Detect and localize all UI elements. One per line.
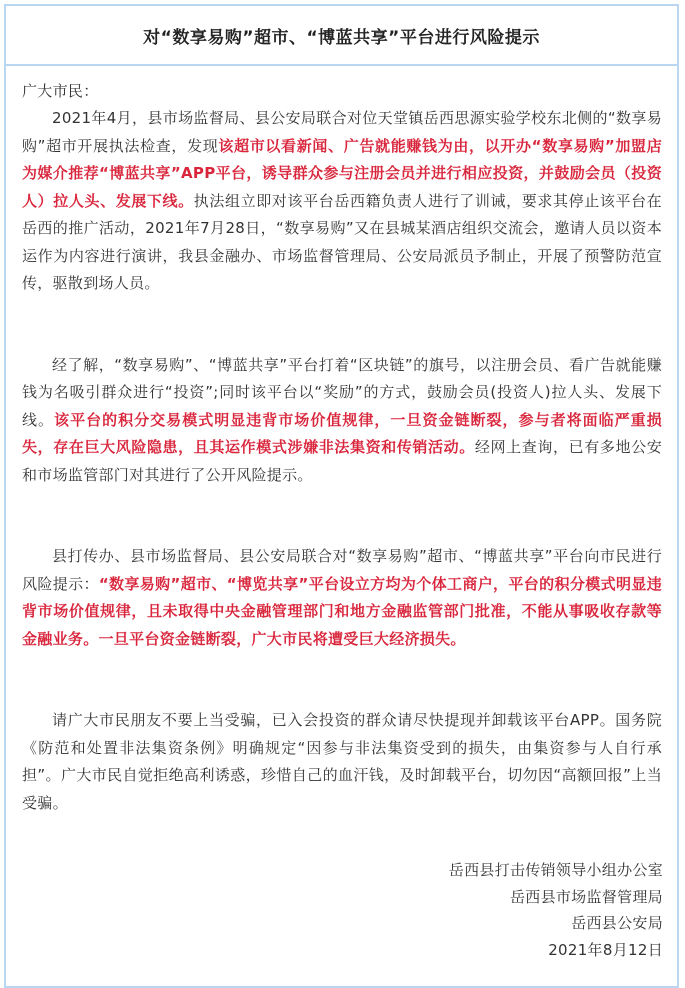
paragraph-1-highlight: 该超市以看新闻、广告就能赚钱为由，以开办“数享易购”加盟店为媒介推荐“博蓝共享”APP平台，诱导群众参与注册会员并进行相应投资，并鼓励会员（投资人）拉人头、发展下线。	[22, 136, 662, 210]
title-bar	[6, 6, 677, 66]
paragraph-2	[22, 352, 662, 490]
paragraph-spacer	[22, 653, 662, 707]
paragraph-1-text-a: 2021年4月，县市场监督局、县公安局联合对位天堂镇岳西思源实验学校东北侧的“数享易购”超市开展执法检查，发现	[22, 109, 662, 155]
paragraph-2-highlight: 该平台的积分交易模式明显违背市场价值规律，一旦资金链断裂，参与者将面临严重损失，存在巨大风险隐患，且其运作模式涉嫌非法集资和传销活动。	[22, 410, 662, 456]
signature-block	[449, 857, 663, 963]
signature-org-2: 岳西县市场监督管理局	[509, 887, 663, 906]
paragraph-2-text-a: 经了解，“数享易购”、“博蓝共享”平台打着“区块链”的旗号，以注册会员、看广告就能赚钱为名吸引群众进行“投资”;同时该平台以“奖励”的方式，鼓励会员(投资人)拉人头、发展下线。	[22, 355, 662, 429]
paragraph-3-text-a: 县打传办、县市场监督局、县公安局联合对“数享易购”超市、“博蓝共享”平台向市民进行风险提示：	[22, 547, 662, 593]
paragraph-spacer	[22, 489, 662, 543]
signature-org-3: 岳西县公安局	[571, 914, 663, 932]
signature-org-1: 岳西县打击传销领导小组办公室	[448, 861, 663, 879]
greeting: 广大市民：	[22, 82, 99, 100]
notice-body	[22, 78, 662, 817]
paragraph-2-text-c: 经网上查询，已有多地公安和市场监管部门对其进行了公开风险提示。	[22, 438, 662, 484]
paragraph-1	[22, 105, 662, 298]
paragraph-3	[22, 543, 662, 653]
paragraph-spacer	[22, 298, 662, 352]
paragraph-3-highlight: “数享易购”超市、“博览共享”平台设立方均为个体工商户，平台的积分模式明显违背市场价值规律，且未取得中央金融管理部门和地方金融监管部门批准，不能从事吸收存款等金融业务。一旦平台资金链断裂，广大市民将遭受巨大经济损失。	[22, 574, 662, 648]
notice-title: 对“数享易购”超市、“博蓝共享”平台进行风险提示	[143, 27, 540, 48]
paragraph-1-text-c: 执法组立即对该平台岳西籍负责人进行了训诫，要求其停止该平台在岳西的推广活动，2021年7月28日，“数享易购”又在县城某酒店组织交流会，邀请人员以资本运作为内容进行演讲，我县金融办、市场监督管理局、公安局派员予制止，开展了预警防范宣传，驱散到场人员。	[22, 191, 662, 292]
paragraph-4: 请广大市民朋友不要上当受骗，已入会投资的群众请尽快提现并卸载该平台APP。国务院《防范和处置非法集资条例》明确规定“因参与非法集资受到的损失，由集资参与人自行承担”。广大市民自觉拒绝高利诱惑，珍惜自己的血汗钱，及时卸载平台，切勿因“高额回报”上当受骗。	[22, 711, 662, 812]
signature-date: 2021年8月12日	[548, 940, 663, 959]
